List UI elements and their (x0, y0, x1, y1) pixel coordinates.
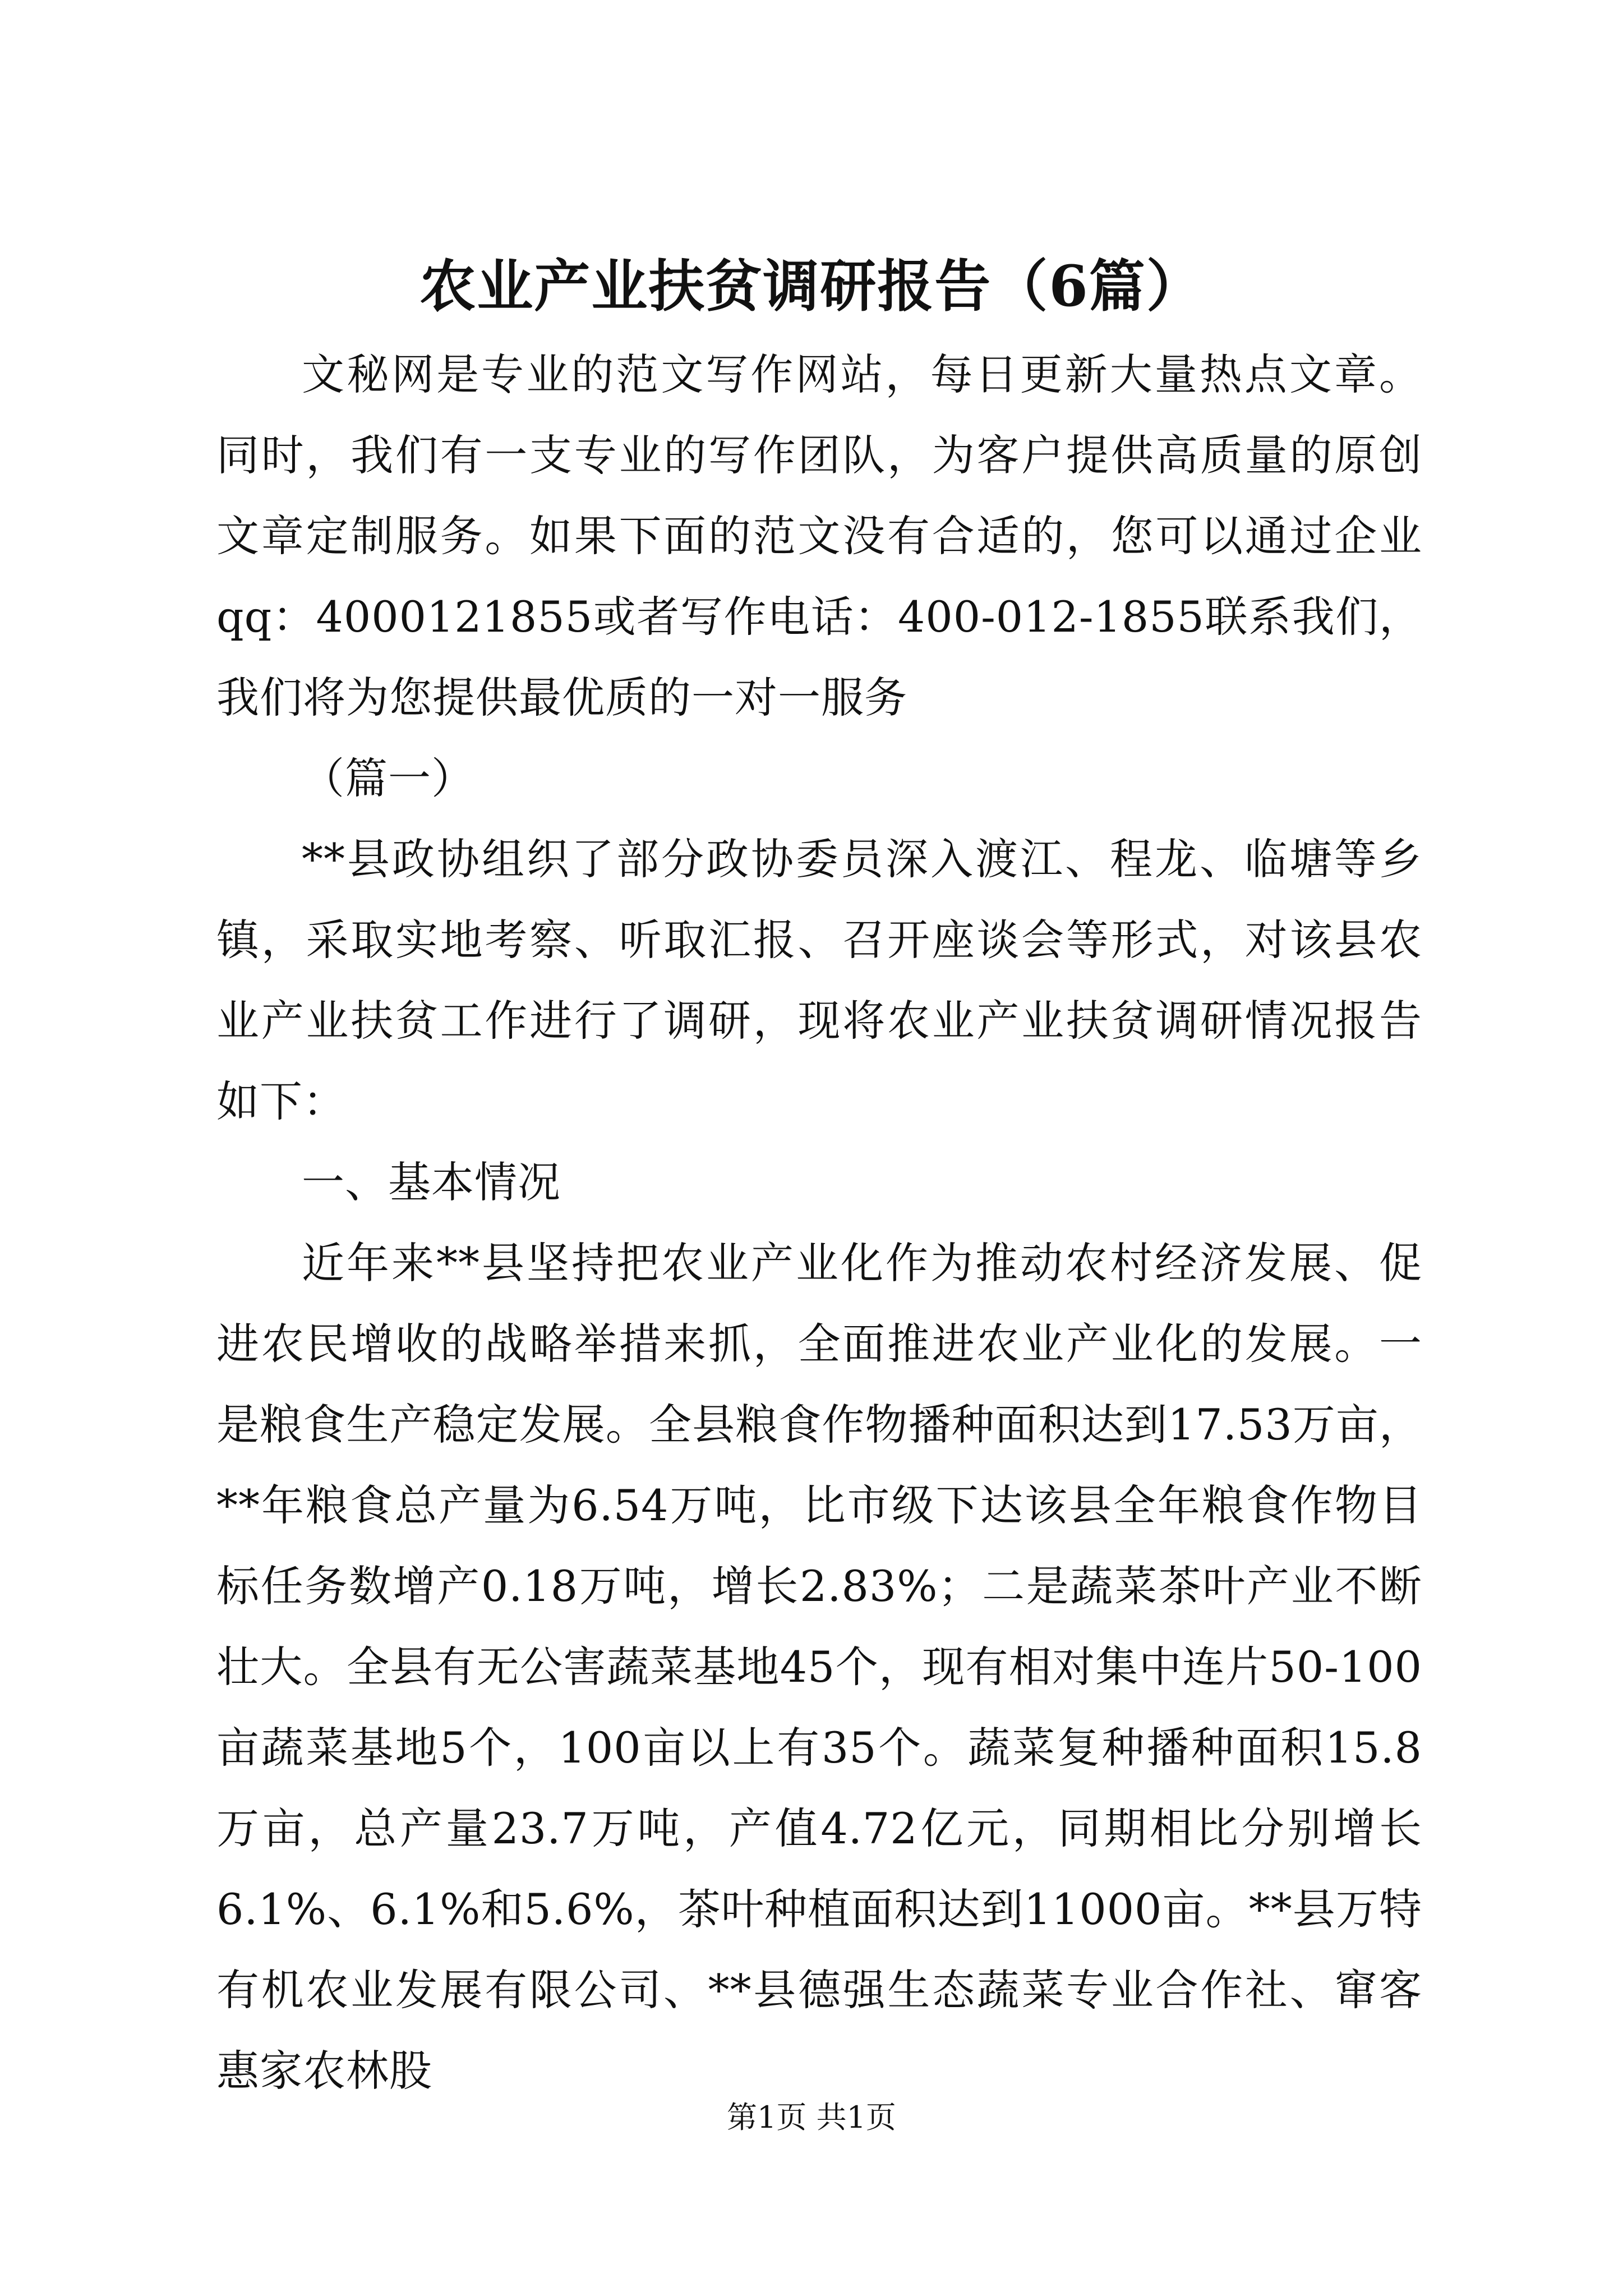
basic-situation-paragraph: 近年来**县坚持把农业产业化作为推动农村经济发展、促进农民增收的战略举措来抓，全面推进农业产业化的发展。一是粮食生产稳定发展。全县粮食作物播种面积达到17.53万亩，**年粮食总产量为6.54万吨，比市级下达该县全年粮食作物目标任务数增产0.18万吨，增长2.83%；二是蔬菜茶叶产业不断壮大。全县有无公害蔬菜基地45个，现有相对集中连片50-100亩蔬菜基地5个，100亩以上有35个。蔬菜复种播种面积15.8万亩，总产量23.7万吨，产值4.72亿元，同期相比分别增长6.1%、6.1%和5.6%，茶叶种植面积达到11000亩。**县万特有机农业发展有限公司、**县德强生态蔬菜专业合作社、窜客惠家农林股 (216, 1238, 1422, 2096)
page-footer: 第1页 共1页 (727, 2100, 896, 2135)
document-title: 农业产业扶贫调研报告（6篇） (419, 253, 1204, 319)
intro-paragraph: 文秘网是专业的范文写作网站，每日更新大量热点文章。同时，我们有一支专业的写作团队，为客户提供高质量的原创文章定制服务。如果下面的范文没有合适的，您可以通过企业qq：4000121855或者写作电话：400-012-1855联系我们，我们将为您提供最优质的一对一服务 (216, 349, 1422, 723)
survey-paragraph: **县政协组织了部分政协委员深入渡江、程龙、临塘等乡镇，采取实地考察、听取汇报、召开座谈会等形式，对该县农业产业扶贫工作进行了调研，现将农业产业扶贫调研情况报告如下： (216, 834, 1422, 1126)
section-label-part-one: （篇一） (302, 753, 474, 803)
section-heading-basic-situation: 一、基本情况 (302, 1157, 561, 1207)
document-body (216, 334, 1422, 2111)
